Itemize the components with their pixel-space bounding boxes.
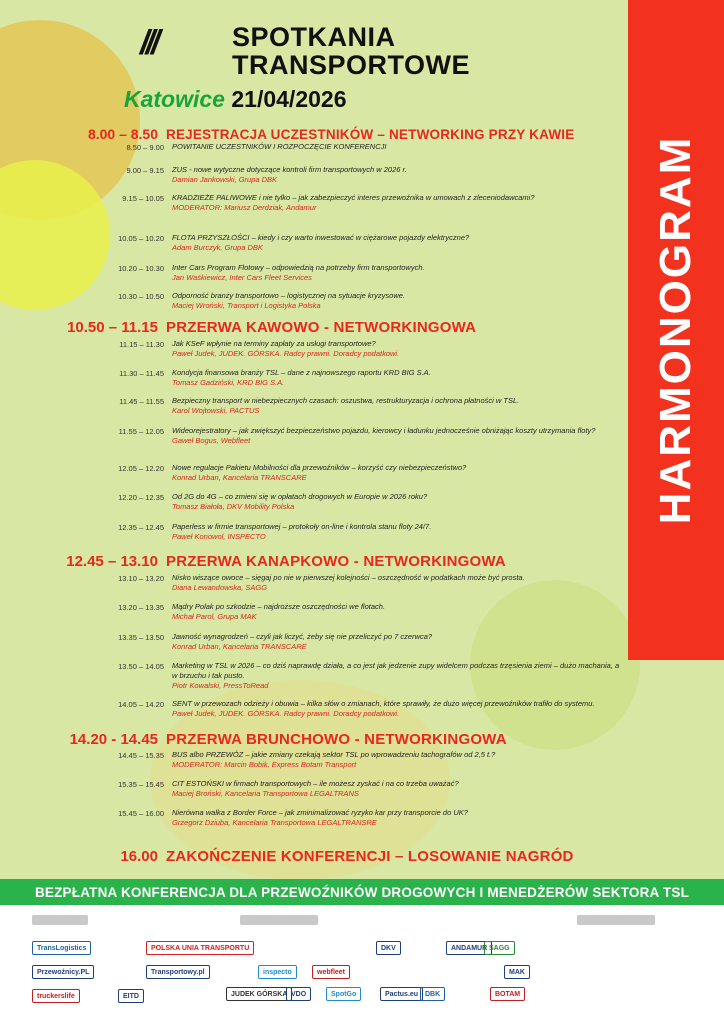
agenda-item-speaker: Piotr Kowalski, PressToRead: [172, 681, 269, 690]
agenda-item-speaker: Maciej Broński, Kancelaria Transportowa LEGALTRANS: [172, 789, 359, 798]
agenda-item-time: 13.35 – 13.50: [118, 633, 164, 642]
agenda-item: [100, 750, 620, 770]
agenda-item: [100, 142, 620, 152]
agenda-item-speaker: Konrad Urban, Kancelaria TRANSCARE: [172, 642, 307, 651]
agenda-item-title: Mądry Polak po szkodzie – najdroższe oszczędności we flotach.: [172, 602, 386, 611]
title-line-2: TRANSPORTOWE: [232, 50, 471, 80]
sponsors-footer: [0, 905, 724, 1024]
break-time: 14.20 - 14.45: [69, 731, 158, 748]
agenda-item-time: 8.50 – 9.00: [126, 143, 164, 152]
agenda-item-time: 11.45 – 11.55: [119, 397, 164, 406]
sponsor-logo: inspecto: [258, 965, 297, 979]
harmonogram-banner: [628, 0, 724, 660]
agenda-item-title: CIT ESTOŃSKI w firmach transportowych – ile możesz zyskać i na co trzeba uważać?: [172, 779, 459, 788]
agenda-item-speaker: Damian Jankowski, Grupa DBK: [172, 175, 278, 184]
break-block: [0, 319, 625, 336]
agenda-item-title: Nisko wiszące owoce – sięgaj po nie w pierwszej kolejności – oszczędność w podatkach może być prosta.: [172, 573, 525, 582]
sponsor-logo: Pactus.eu: [380, 987, 423, 1001]
agenda-item-title: FLOTA PRZYSZŁOŚCI – kiedy i czy warto inwestować w ciężarowe pojazdy elektryczne?: [172, 233, 470, 242]
agenda-item: [100, 779, 620, 799]
sponsor-logo: POLSKA UNIA TRANSPORTU: [146, 941, 254, 955]
sponsor-logo: BOTAM: [490, 987, 525, 1001]
agenda-item-title: Marketing w TSL w 2026 – co dziś naprawdę działa, a co jest jak jedzenie zupy widelcem podczas trzęsienia ziemi – dużo machania, a w brzuchu i tak pusto.: [172, 661, 620, 680]
city-date: [124, 86, 347, 113]
agenda-item-speaker: Paweł Konowol, INSPECTO: [172, 532, 266, 541]
sponsors-heading-placeholder: [32, 915, 88, 925]
agenda-item-title: ZUS - nowe wytyczne dotyczące kontroli firm transportowych w 2026 r.: [172, 165, 407, 174]
agenda-item: [100, 165, 620, 185]
agenda-item: [100, 263, 620, 283]
agenda-item: [100, 492, 620, 512]
agenda-item: [100, 522, 620, 542]
agenda-item-time: 12.05 – 12.20: [118, 464, 164, 473]
agenda-item-time: 9.15 – 10.05: [122, 194, 164, 203]
agenda-item-title: Od 2G do 4G – co zmieni się w opłatach drogowych w Europie w 2026 roku?: [172, 492, 428, 501]
agenda-item: [100, 661, 620, 691]
agenda-item: [100, 808, 620, 828]
break-time: 10.50 – 11.15: [67, 319, 158, 336]
agenda-item-time: 9.00 – 9.15: [126, 166, 164, 175]
agenda-item-speaker: Paweł Judek, JUDEK. GÓRSKA. Radcy prawni. Doradcy podatkowi.: [172, 709, 400, 718]
agenda-item-time: 10.20 – 10.30: [118, 264, 164, 273]
partners-heading-placeholder: [240, 915, 318, 925]
agenda-item: [100, 233, 620, 253]
break-time: 8.00 – 8.50: [87, 126, 158, 142]
agenda-item-time: 11.15 – 11.30: [119, 340, 164, 349]
sponsor-logo: ANDAMUR: [446, 941, 492, 955]
agenda-item-speaker: Jan Waśkiewicz, Inter Cars Fleet Services: [172, 273, 312, 282]
agenda-item: [100, 193, 620, 213]
agenda-item-time: 10.05 – 10.20: [118, 234, 164, 243]
agenda-item-title: Inter Cars Program Flotowy – odpowiedzią na potrzeby firm transportowych.: [172, 263, 425, 272]
agenda-item-speaker: Paweł Judek, JUDEK. GÓRSKA. Radcy prawni. Doradcy podatkowi.: [172, 349, 400, 358]
agenda-item: [100, 602, 620, 622]
agenda-item: [100, 339, 620, 359]
agenda-item-title: Jawność wynagrodzeń – czyli jak liczyć, żeby się nie przeliczyć po 7 czerwca?: [172, 632, 433, 641]
agenda-item-title: Jak KSeF wpłynie na terminy zapłaty za usługi transportowe?: [172, 339, 376, 348]
agenda-item-time: 13.50 – 14.05: [118, 662, 164, 671]
agenda-item-time: 11.55 – 12.05: [118, 427, 164, 436]
break-title: PRZERWA KANAPKOWO - NETWORKINGOWA: [166, 553, 506, 570]
sponsor-logo: JUDEK GÓRSKA: [226, 987, 292, 1001]
sponsor-logo: EITD: [118, 989, 144, 1003]
agenda-item-time: 13.10 – 13.20: [118, 574, 164, 583]
sponsor-logo: TransLogistics: [32, 941, 91, 955]
break-title: PRZERWA KAWOWO - NETWORKINGOWA: [166, 319, 477, 336]
agenda-item-title: Odporność branży transportowo – logistycznej na sytuacje kryzysowe.: [172, 291, 406, 300]
agenda-item-speaker: Grzegorz Dziuba, Kancelaria Transportowa LEGALTRANSRE: [172, 818, 377, 827]
agenda-item-time: 10.30 – 10.50: [118, 292, 164, 301]
agenda-item: [100, 396, 620, 416]
break-title: PRZERWA BRUNCHOWO - NETWORKINGOWA: [166, 731, 507, 748]
agenda-item-time: 12.20 – 12.35: [118, 493, 164, 502]
logo-slashes-icon: ///: [140, 24, 157, 62]
break-block: [0, 848, 625, 865]
sponsor-logo: SAGG: [484, 941, 515, 955]
agenda-item: [100, 291, 620, 311]
agenda-item-speaker: Adam Burczyk, Grupa DBK: [172, 243, 263, 252]
free-conference-band: BEZPŁATNA KONFERENCJA DLA PRZEWOŹNIKÓW DROGOWYCH I MENEDŻERÓW SEKTORA TSL: [0, 879, 724, 905]
break-title: REJESTRACJA UCZESTNIKÓW – NETWORKING PRZY KAWIE: [166, 127, 575, 142]
break-block: [0, 126, 625, 142]
agenda-item-title: POWITANIE UCZESTNIKÓW I ROZPOCZĘCIE KONFERENCJI: [172, 142, 387, 151]
break-title: ZAKOŃCZENIE KONFERENCJI – LOSOWANIE NAGRÓD: [166, 848, 574, 865]
agenda-item-speaker: Tomasz Gadziński, KRD BIG S.A.: [172, 378, 285, 387]
agenda-item-time: 13.20 – 13.35: [118, 603, 164, 612]
agenda-item-title: KRADZIEŻE PALIWOWE i nie tylko – jak zabezpieczyć interes przewoźnika w umowach z zleceniodawcami?: [172, 193, 535, 202]
sponsor-logo: Przewoźnicy.PL: [32, 965, 94, 979]
sponsor-logo: webfleet: [312, 965, 350, 979]
agenda-item: [100, 573, 620, 593]
sponsor-logo: Transportowy.pl: [146, 965, 210, 979]
break-time: 16.00: [120, 848, 158, 865]
organizer-heading-placeholder: [577, 915, 655, 925]
agenda-item-time: 15.35 – 15.45: [118, 780, 164, 789]
event-city: Katowice: [124, 86, 225, 112]
event-date: 21/04/2026: [231, 86, 347, 112]
agenda-item-speaker: Maciej Wroński, Transport i Logistyka Polska: [172, 301, 321, 310]
agenda-item-time: 15.45 – 16.00: [118, 809, 164, 818]
agenda-item-speaker: Gaweł Bogus, Webfleet: [172, 436, 251, 445]
agenda-item-title: Kondycja finansowa branży TSL – dane z najnowszego raportu KRD BIG S.A.: [172, 368, 431, 377]
agenda-item-speaker: MODERATOR: Mariusz Derdziak, Andamur: [172, 203, 317, 212]
agenda-item-title: Paperless w firmie transportowej – protokoły on-line i kontrola stanu floty 24/7.: [172, 522, 432, 531]
sponsor-logo: MAK: [504, 965, 530, 979]
agenda-item-title: BUS albo PRZEWÓZ – jakie zmiany czekają sektor TSL po wprowadzeniu tachografów od 2,5 t.?: [172, 750, 496, 759]
agenda-item: [100, 426, 620, 446]
break-block: [0, 553, 625, 570]
agenda-item-title: Nierówna walka z Border Force – jak zminimalizować ryzyko kar przy transporcie do UK?: [172, 808, 468, 817]
sponsor-logo: SpotGo: [326, 987, 361, 1001]
agenda-item-time: 14.05 – 14.20: [118, 700, 164, 709]
break-time: 12.45 – 13.10: [66, 553, 158, 570]
agenda-item: [100, 368, 620, 388]
agenda-item-title: Nowe regulacje Pakietu Mobilności dla przewoźników – korzyść czy niebezpieczeństwo?: [172, 463, 467, 472]
agenda-item-speaker: Konrad Urban, Kancelaria TRANSCARE: [172, 473, 307, 482]
banner-text: HARMONOGRAM: [651, 135, 700, 525]
agenda-item-time: 14.45 – 15.35: [118, 751, 164, 760]
agenda-item: [100, 463, 620, 483]
agenda-item: [100, 632, 620, 652]
agenda-item: [100, 699, 620, 719]
sponsor-logo: DBK: [420, 987, 445, 1001]
agenda-item-time: 12.35 – 12.45: [118, 523, 164, 532]
agenda-item-speaker: MODERATOR: Marcin Bobik, Express Botam Transport: [172, 760, 357, 769]
agenda-item-speaker: Tomasz Białoła, DKV Mobility Polska: [172, 502, 295, 511]
agenda-item-time: 11.30 – 11.45: [119, 369, 164, 378]
sponsor-logo: VDO: [286, 987, 311, 1001]
agenda-item-speaker: Karol Wojtowski, PACTUS: [172, 406, 260, 415]
agenda-item-title: Bezpieczny transport w niebezpiecznych czasach: oszustwa, restrukturyzacja i ochrona płatności w TSL.: [172, 396, 520, 405]
agenda-item-speaker: Michał Parol, Grupa MAK: [172, 612, 257, 621]
agenda-item-speaker: Diana Lewandowska, SAGG: [172, 583, 268, 592]
sponsor-logo: truckerslife: [32, 989, 80, 1003]
title-line-1: SPOTKANIA: [232, 22, 396, 52]
agenda-item-title: Wideorejestratory – jak zwiększyć bezpieczeństwo pojazdu, kierowcy i ładunku jednocześnie obniżając koszty utrzymania floty?: [172, 426, 596, 435]
sponsor-logo: DKV: [376, 941, 401, 955]
break-block: [0, 731, 625, 748]
agenda-item-title: SENT w przewozach odzieży i obuwia – kilka słów o zmianach, które sprawiły, że dużo więcej przewoźników trafiło do systemu.: [172, 699, 595, 708]
